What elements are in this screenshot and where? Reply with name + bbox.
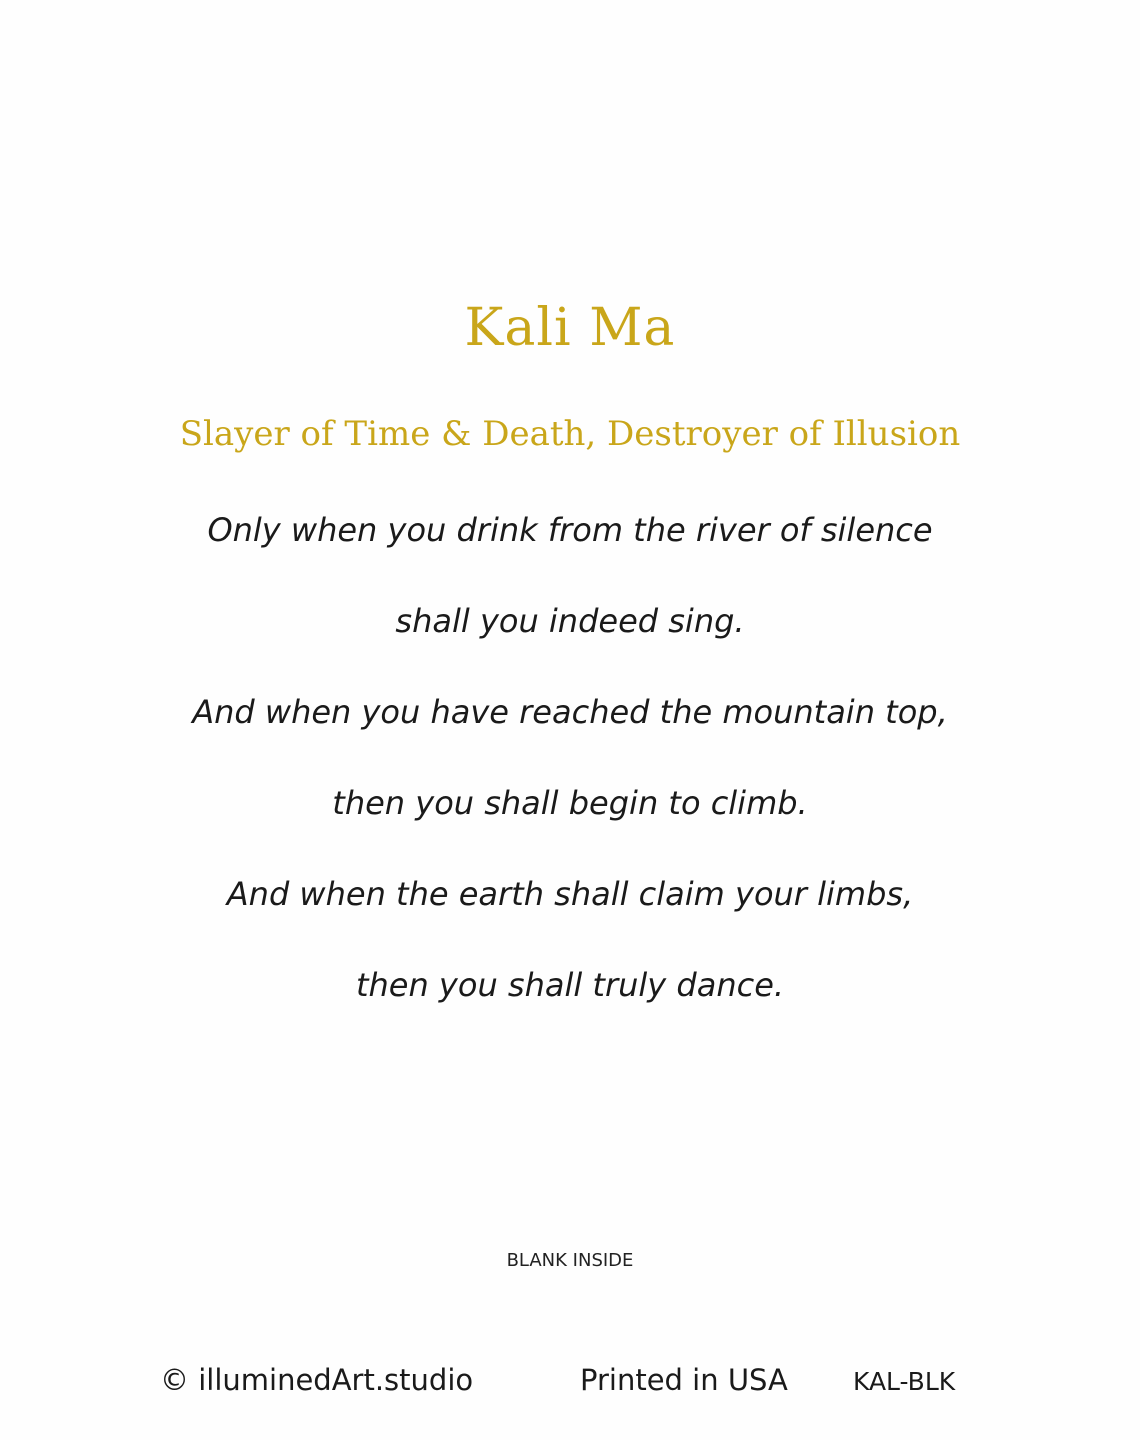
poem-line: And when you have reached the mountain top, xyxy=(192,693,948,731)
card-title: Kali Ma xyxy=(464,298,676,358)
poem-line: And when the earth shall claim your limbs, xyxy=(226,875,914,913)
footer xyxy=(0,1363,1140,1403)
poem xyxy=(0,500,1140,1046)
product-code: KAL-BLK xyxy=(853,1367,956,1396)
card-subtitle: Slayer of Time & Death, Destroyer of Illusion xyxy=(179,414,961,454)
poem-line: then you shall truly dance. xyxy=(355,966,785,1004)
copyright-text: © illuminedArt.studio xyxy=(160,1363,474,1397)
printed-in-text: Printed in USA xyxy=(580,1363,788,1397)
blank-inside-note: BLANK INSIDE xyxy=(506,1250,634,1271)
poem-line: Only when you drink from the river of silence xyxy=(207,511,933,549)
poem-line: shall you indeed sing. xyxy=(395,602,745,640)
poem-line: then you shall begin to climb. xyxy=(332,784,808,822)
